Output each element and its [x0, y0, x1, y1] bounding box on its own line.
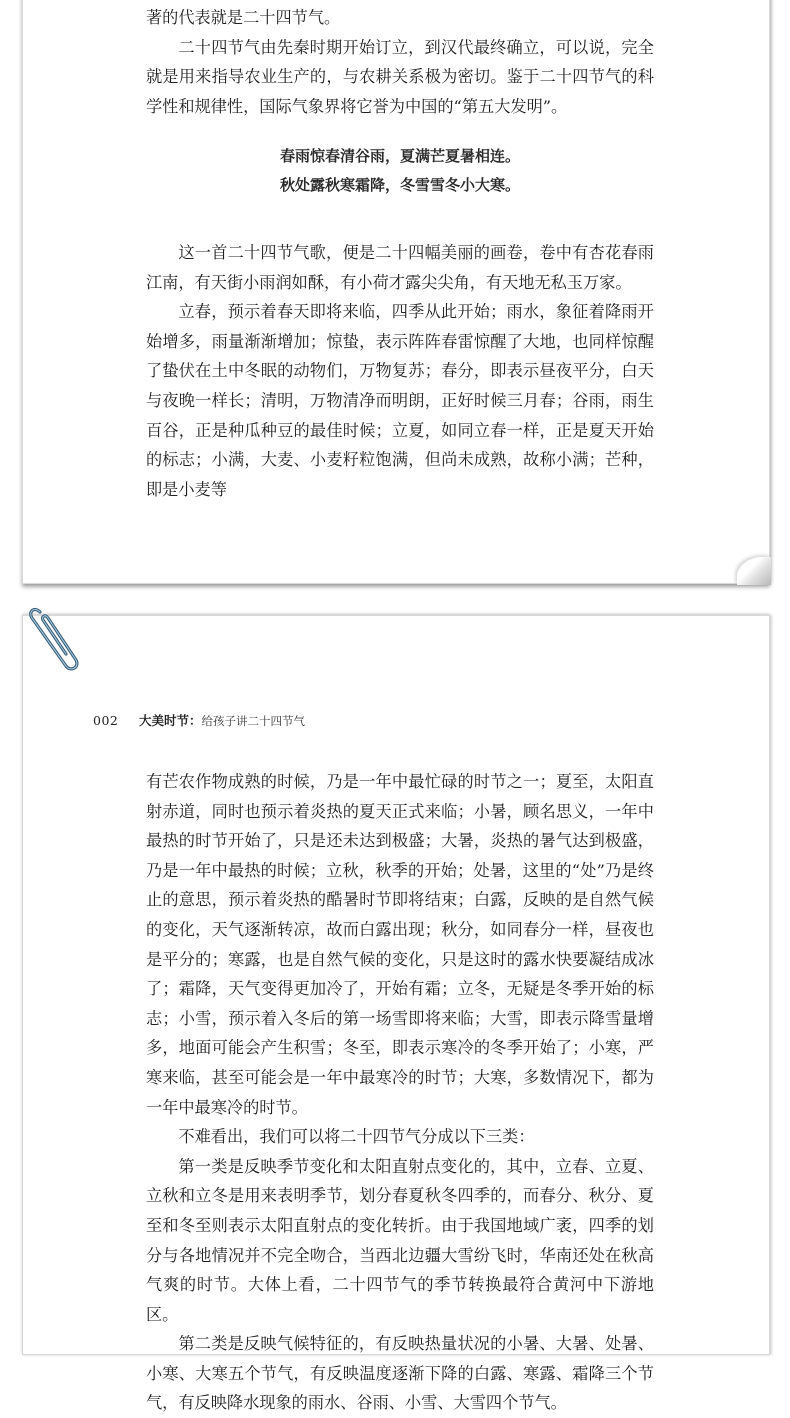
- paragraph: 二十四节气由先秦时期开始订立，到汉代最终确立，可以说，完全就是用来指导农业生产的，与农耕关系极为密切。鉴于二十四节气的科学性和规律性，国际气象界将它誉为中国的“第五大发明”。: [146, 37, 654, 116]
- page-curl-corner: [737, 557, 771, 585]
- paragraph: 这一首二十四节气歌，便是二十四幅美丽的画卷，卷中有杏花春雨江南，有天街小雨润如酥，有小荷才露尖尖角，有天地无私玉万家。: [146, 243, 654, 292]
- paragraph: 不难看出，我们可以将二十四节气分成以下三类：: [178, 1127, 535, 1147]
- running-header: [93, 712, 305, 730]
- poem-line: 秋处露秋寒霜降，冬雪雪冬小大寒。: [279, 176, 520, 194]
- page-number: 002: [93, 713, 119, 728]
- paragraph: 立春，预示着春天即将来临，四季从此开始；雨水，象征着降雨开始增多，雨量渐渐增加；惊蛰，表示阵阵春雷惊醒了大地，也同样惊醒了蛰伏在土中冬眠的动物们，万物复苏；春分，即表示昼夜平分，白天与夜晚一样长；清明，万物清净而明朗，正好时候三月春；谷雨，雨生百谷，正是种瓜种豆的最佳时候；立夏，如同立春一样，正是夏天开始的标志；小满，大麦、小麦籽粒饱满，但尚未成熟，故称小满；芒种，即是小麦等: [146, 302, 654, 499]
- paragraph: 有芒农作物成熟的时候，乃是一年中最忙碌的时节之一；夏至，太阳直射赤道，同时也预示着炎热的夏天正式来临；小暑，顾名思义，一年中最热的时节开始了，只是还未达到极盛；大暑，炎热的暑气达到极盛，乃是一年中最热的时候；立秋，秋季的开始；处暑，这里的“处”乃是终止的意思，预示着炎热的酷暑时节即将结束；白露，反映的是自然气候的变化，天气逐渐转凉，故而白露出现；秋分，如同春分一样，昼夜也是平分的；寒露，也是自然气候的变化，只是这时的露水快要凝结成冰了；霜降，天气变得更加冷了，开始有霜；立冬，无疑是冬季开始的标志；小雪，预示着入冬后的第一场雪即将来临；大雪，即表示降雪量增多，地面可能会产生积雪；冬至，即表示寒冷的冬季开始了；小寒，严寒来临，甚至可能会是一年中最寒冷的时节；大寒，多数情况下，都为一年中最寒冷的时节。: [146, 772, 654, 1117]
- solar-terms-poem: [146, 142, 654, 200]
- page1-body-text: [146, 3, 654, 121]
- poem-line: 春雨惊春清谷雨，夏满芒夏暑相连。: [279, 147, 520, 165]
- paragraph: 著的代表就是二十四节气。: [146, 8, 341, 27]
- page1-body-text-continued: [146, 238, 654, 504]
- paragraph: 第二类是反映气候特征的，有反映热量状况的小暑、大暑、处暑、小寒、大寒五个节气，有反映温度逐渐下降的白露、寒露、霜降三个节气，有反映降水现象的雨水、谷雨、小雪、大雪四个节气。: [146, 1334, 654, 1413]
- page2-body-text: [146, 767, 654, 1418]
- paragraph: 第一类是反映季节变化和太阳直射点变化的，其中，立春、立夏、立秋和立冬是用来表明季节，划分春夏秋冬四季的，而春分、秋分、夏至和冬至则表示太阳直射点的变化转折。由于我国地域广袤，四季的划分与各地情况并不完全吻合，当西北边疆大雪纷飞时，华南还处在秋高气爽的时节。大体上看，二十四节气的季节转换最符合黄河中下游地区。: [146, 1156, 654, 1324]
- book-subtitle: 给孩子讲二十四节气: [201, 714, 306, 728]
- book-title: 大美时节：: [139, 713, 202, 728]
- paperclip-icon: [26, 602, 86, 674]
